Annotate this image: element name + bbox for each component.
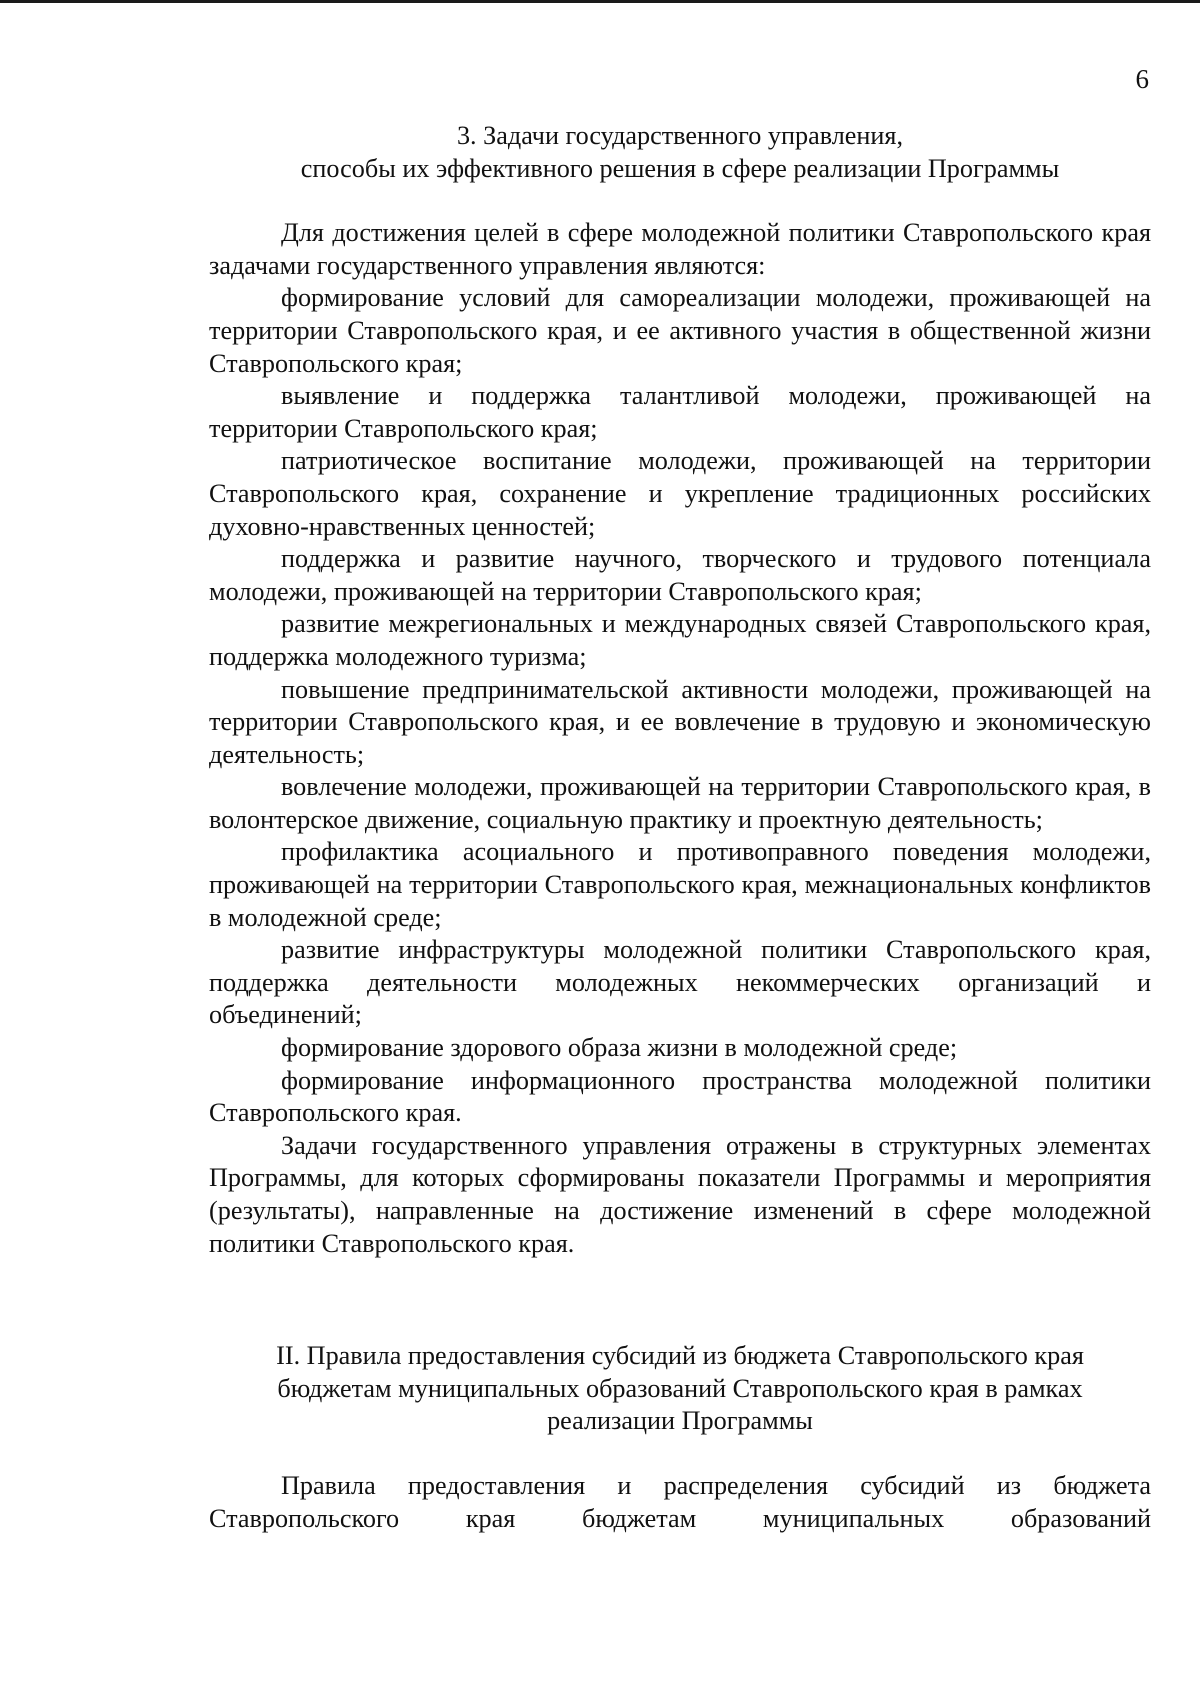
task-item: формирование условий для самореализации молодежи, проживающей на территории Ставропольского края, и ее активного участия в общественной жизни Ставропольского края; [209, 283, 1151, 378]
top-scan-border [0, 0, 1200, 3]
section-3-intro: Для достижения целей в сфере молодежной политики Ставропольского края задачами государственного управления являются: [209, 218, 1151, 280]
section-3-closing: Задачи государственного управления отражены в структурных элементах Программы, для которых сформированы показатели Программы и мероприятия (результаты), направленные на достижение изменений в сфере молодежной политики Ставропольского края. [209, 1130, 1151, 1258]
section-II-heading-line-3: реализации Программы [547, 1406, 813, 1436]
document-body [209, 120, 1151, 1535]
section-II-heading [209, 1340, 1151, 1438]
section-3-heading-line-1: 3. Задачи государственного управления, [456, 121, 904, 150]
task-item: выявление и поддержка талантливой молодежи, проживающей на территории Ставропольского края; [209, 381, 1151, 443]
page-number: 6 [1135, 64, 1149, 94]
task-item: вовлечение молодежи, проживающей на территории Ставропольского края, в волонтерское движение, социальную практику и проектную деятельность; [209, 772, 1151, 834]
section-II-paragraph-line-2: Ставропольского края бюджетам муниципальных образований [209, 1503, 1151, 1533]
section-3-heading-line-2: способы их эффективного решения в сфере реализации Программы [300, 153, 1060, 183]
task-item: формирование здорового образа жизни в молодежной среде; [281, 1033, 958, 1063]
task-item: развитие инфраструктуры молодежной политики Ставропольского края, поддержка деятельности молодежных некоммерческих организаций и объединений; [209, 935, 1151, 1030]
section-II-paragraph-line-1: Правила предоставления и распределения субсидий из бюджета [281, 1470, 1151, 1500]
task-item: профилактика асоциального и противоправного поведения молодежи, проживающей на территории Ставропольского края, межнациональных конфликтов в молодежной среде; [209, 837, 1151, 932]
section-3-heading [209, 120, 1151, 185]
task-item: патриотическое воспитание молодежи, проживающей на территории Ставропольского края, сохранение и укрепление традиционных российских духовно-нравственных ценностей; [209, 446, 1151, 541]
task-item: развитие межрегиональных и международных связей Ставропольского края, поддержка молодежного туризма; [209, 609, 1151, 671]
task-item: повышение предпринимательской активности молодежи, проживающей на территории Ставропольского края, и ее вовлечение в трудовую и экономическую деятельность; [209, 674, 1151, 769]
task-item: поддержка и развитие научного, творческого и трудового потенциала молодежи, проживающей на территории Ставропольского края; [209, 544, 1151, 606]
section-II-heading-line-1: II. Правила предоставления субсидий из бюджета Ставропольского края [276, 1341, 1084, 1371]
section-II-heading-line-2: бюджетам муниципальных образований Ставропольского края в рамках [277, 1373, 1083, 1403]
task-item: формирование информационного пространства молодежной политики Ставропольского края. [209, 1065, 1151, 1128]
